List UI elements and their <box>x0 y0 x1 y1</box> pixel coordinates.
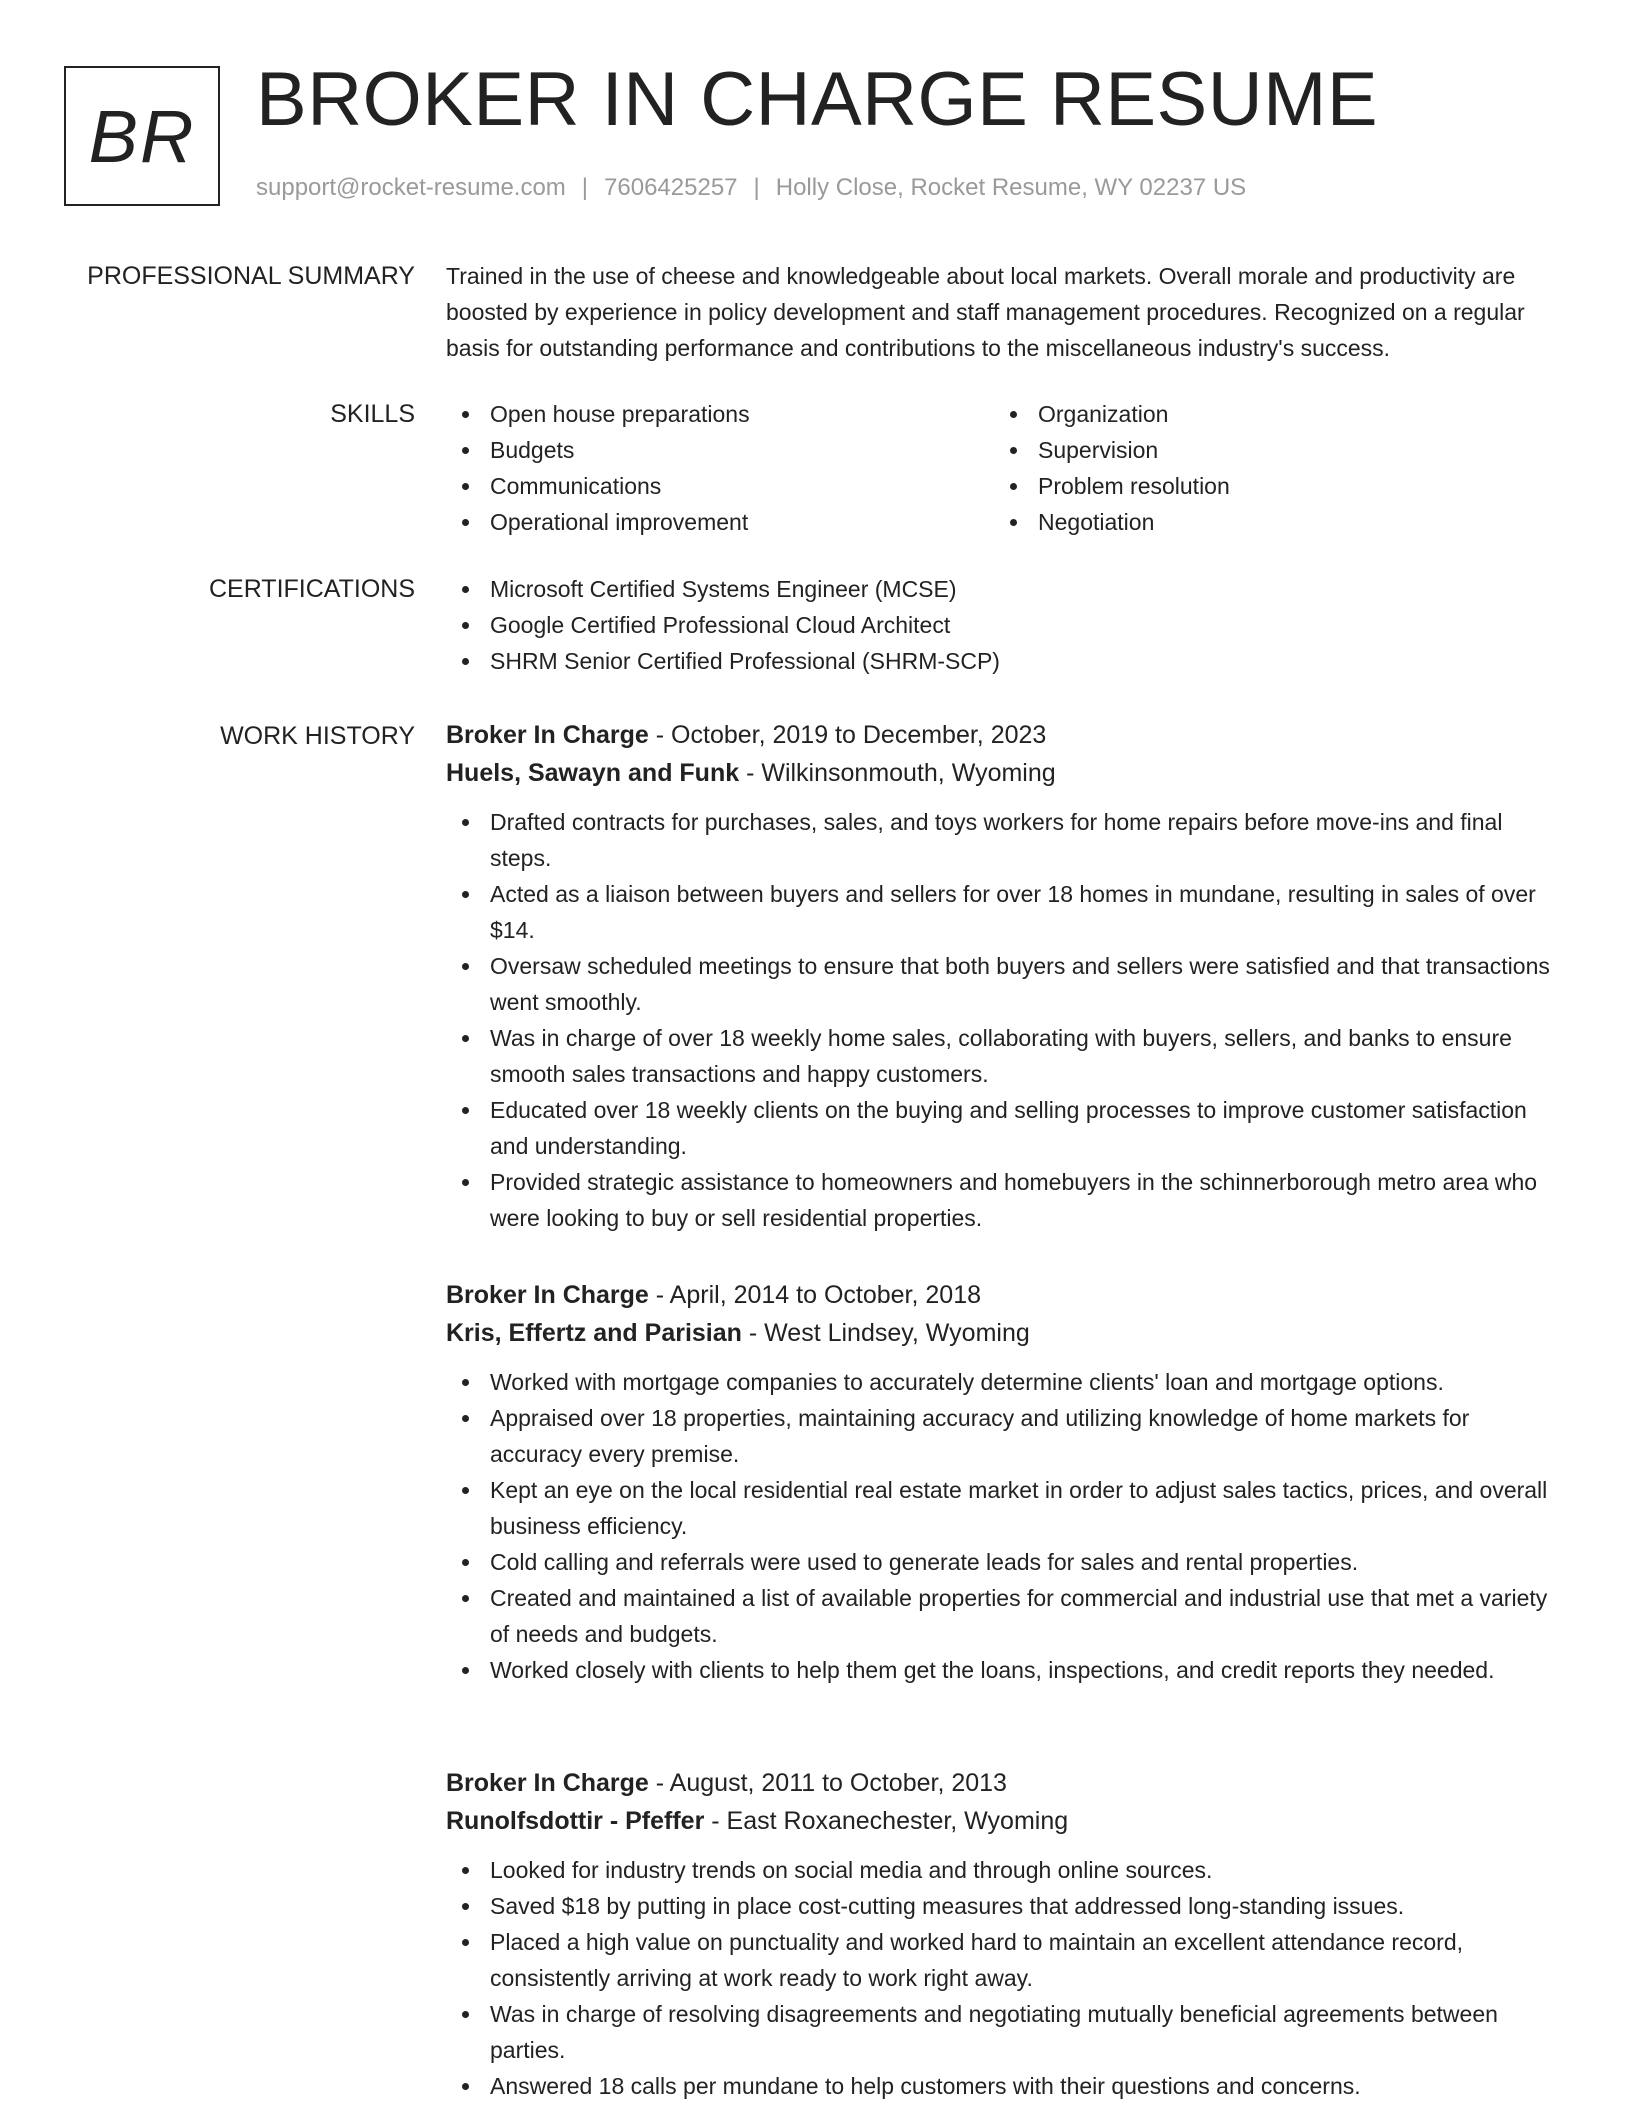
certification-item: SHRM Senior Certified Professional (SHRM-SCP) <box>446 643 1566 679</box>
contact-phone[interactable]: 7606425257 <box>604 174 738 201</box>
section-label-skills: SKILLS <box>330 400 415 428</box>
job-title-line <box>446 716 1566 754</box>
job-bullet: Worked closely with clients to help them get the loans, inspections, and credit reports they needed. <box>446 1652 1566 1688</box>
job-title: Broker In Charge <box>446 1769 649 1797</box>
job-content <box>446 1276 1566 1688</box>
job-bullet: Cold calling and referrals were used to generate leads for sales and rental properties. <box>446 1544 1566 1580</box>
job-bullet: Drafted contracts for purchases, sales, and toys workers for home repairs before move-ins and final steps. <box>446 804 1566 876</box>
summary-text: Trained in the use of cheese and knowledgeable about local markets. Overall morale and productivity are boosted by experience in policy development and staff management procedures. Recognized on a regular basis for outstanding performance and contributions to the miscellaneous industry's success. <box>446 263 1525 361</box>
job-bullet: Oversaw scheduled meetings to ensure that both buyers and sellers were satisfied and that transactions went smoothly. <box>446 948 1566 1020</box>
certification-item: Google Certified Professional Cloud Architect <box>446 607 1566 643</box>
job-bullet: Appraised over 18 properties, maintaining accuracy and utilizing knowledge of home markets for accuracy every premise. <box>446 1400 1566 1472</box>
job-company-line <box>446 754 1566 792</box>
contact-separator: | <box>753 174 760 201</box>
job-bullet: Looked for industry trends on social media and through online sources. <box>446 1852 1566 1888</box>
skill-item: Negotiation <box>994 504 1542 540</box>
job-title: Broker In Charge <box>446 1281 649 1309</box>
job-bullet: Saved $18 by putting in place cost-cutting measures that addressed long-standing issues. <box>446 1888 1566 1924</box>
skill-item: Supervision <box>994 432 1542 468</box>
job-bullet: Educated over 18 weekly clients on the buying and selling processes to improve customer satisfaction and understanding. <box>446 1092 1566 1164</box>
job-bullet: Kept an eye on the local residential real estate market in order to adjust sales tactics, prices, and overall business efficiency. <box>446 1472 1566 1544</box>
certifications-content <box>446 571 1566 679</box>
certifications-list <box>446 571 1566 679</box>
job-location: - East Roxanechester, Wyoming <box>704 1807 1069 1835</box>
job-dates: - April, 2014 to October, 2018 <box>648 1281 981 1309</box>
job-bullet: Worked with mortgage companies to accurately determine clients' loan and mortgage options. <box>446 1364 1566 1400</box>
section-label-summary: PROFESSIONAL SUMMARY <box>87 262 415 290</box>
job-location: - Wilkinsonmouth, Wyoming <box>739 759 1056 787</box>
job-content <box>446 716 1566 1236</box>
job-dates: - August, 2011 to October, 2013 <box>648 1769 1007 1797</box>
job-location: - West Lindsey, Wyoming <box>741 1319 1030 1347</box>
job-company: Runolfsdottir - Pfeffer <box>446 1807 705 1835</box>
skill-item: Open house preparations <box>446 396 994 432</box>
job-bullets <box>446 1852 1566 2104</box>
skills-list-right <box>994 396 1542 540</box>
contact-line <box>256 174 1246 202</box>
monogram-logo: BR <box>64 66 220 206</box>
job-company: Huels, Sawayn and Funk <box>446 759 740 787</box>
skill-item: Budgets <box>446 432 994 468</box>
skill-item: Organization <box>994 396 1542 432</box>
job-title: Broker In Charge <box>446 721 649 749</box>
skill-item: Problem resolution <box>994 468 1542 504</box>
section-label-certifications: CERTIFICATIONS <box>208 575 415 603</box>
job-bullets <box>446 1364 1566 1688</box>
job-bullets <box>446 804 1566 1236</box>
job-dates: - October, 2019 to December, 2023 <box>648 721 1047 749</box>
job-company: Kris, Effertz and Parisian <box>446 1319 742 1347</box>
job-bullet: Was in charge of over 18 weekly home sales, collaborating with buyers, sellers, and banks to ensure smooth sales transactions and happy customers. <box>446 1020 1566 1092</box>
skills-list-left <box>446 396 994 540</box>
job-title-line <box>446 1276 1566 1314</box>
skill-item: Communications <box>446 468 994 504</box>
resume-title: BROKER IN CHARGE RESUME <box>256 57 1379 142</box>
job-bullet: Was in charge of resolving disagreements and negotiating mutually beneficial agreements between parties. <box>446 1996 1566 2068</box>
job-bullet: Placed a high value on punctuality and worked hard to maintain an excellent attendance record, consistently arriving at work ready to work right away. <box>446 1924 1566 1996</box>
job-company-line <box>446 1802 1566 1840</box>
contact-separator: | <box>581 174 589 201</box>
skill-item: Operational improvement <box>446 504 994 540</box>
section-label-work-history: WORK HISTORY <box>220 722 415 750</box>
job-content <box>446 1764 1566 2104</box>
contact-address: Holly Close, Rocket Resume, WY 02237 US <box>775 174 1247 201</box>
job-bullet: Answered 18 calls per mundane to help customers with their questions and concerns. <box>446 2068 1566 2104</box>
job-bullet: Acted as a liaison between buyers and sellers for over 18 homes in mundane, resulting in sales of over $14. <box>446 876 1566 948</box>
skills-content <box>446 396 1566 540</box>
job-bullet: Created and maintained a list of available properties for commercial and industrial use that met a variety of needs and budgets. <box>446 1580 1566 1652</box>
certification-item: Microsoft Certified Systems Engineer (MCSE) <box>446 571 1566 607</box>
job-title-line <box>446 1764 1566 1802</box>
contact-email[interactable]: support@rocket-resume.com <box>256 174 566 201</box>
job-bullet: Provided strategic assistance to homeowners and homebuyers in the schinnerborough metro area who were looking to buy or sell residential properties. <box>446 1164 1566 1236</box>
summary-content <box>446 258 1566 366</box>
job-company-line <box>446 1314 1566 1352</box>
